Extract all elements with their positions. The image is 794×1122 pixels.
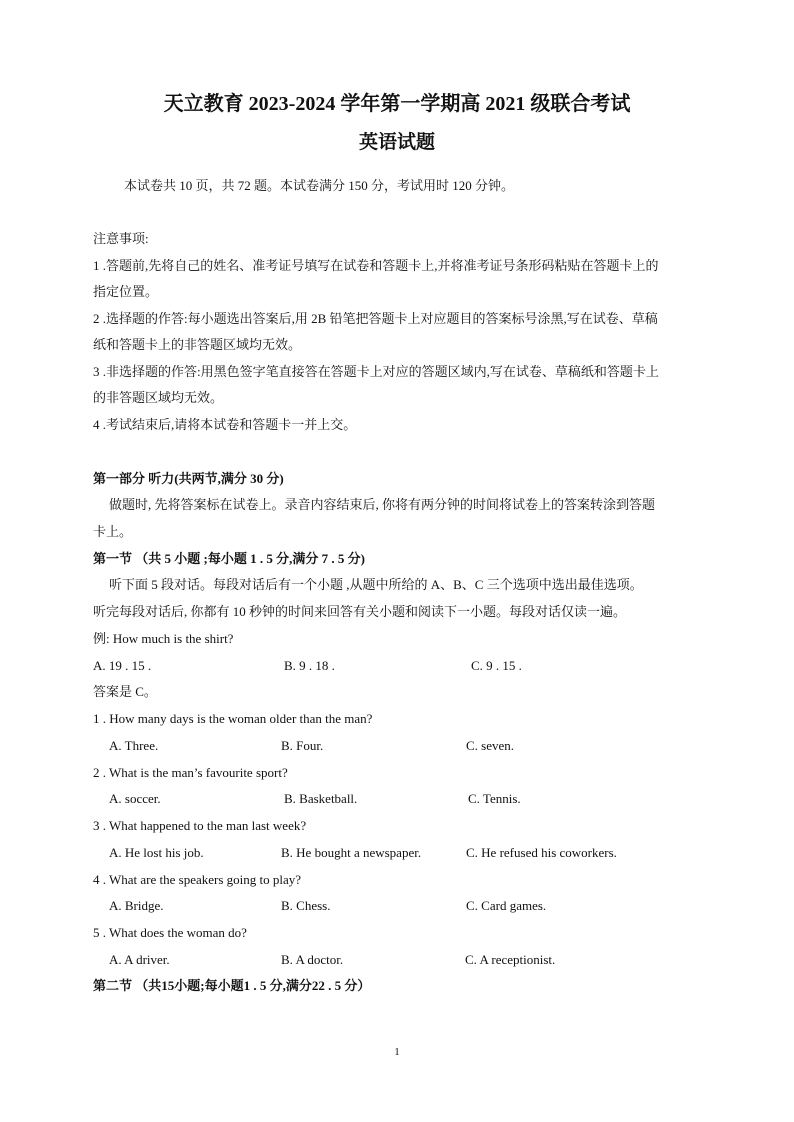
example-option-a: A. 19 . 15 . (93, 658, 152, 673)
question-5-option-b: B. A doctor. (281, 952, 344, 967)
page-number: 1 (394, 1046, 400, 1058)
question-4: 4 . What are the speakers going to play? (93, 872, 302, 887)
section1-intro: 听下面 5 段对话。每段对话后有一个小题 ,从题中所给的 A、B、C 三个选项中选出最佳选项。 (109, 577, 643, 592)
question-5: 5 . What does the woman do? (93, 925, 247, 940)
notice-item-3: 3 .非选择题的作答:用黑色签字笔直接答在答题卡上对应的答题区域内,写在试卷、草稿纸和答题卡上 (93, 364, 659, 379)
question-2: 2 . What is the man’s favourite sport? (93, 765, 288, 780)
question-5-option-a: A. A driver. (109, 952, 170, 967)
example-option-c: C. 9 . 15 . (471, 658, 522, 673)
notice-heading: 注意事项: (93, 231, 149, 246)
notice-item-4: 4 .考试结束后,请将本试卷和答题卡一并上交。 (93, 417, 357, 432)
question-1-option-a: A. Three. (109, 738, 159, 753)
page-subtitle: 英语试题 (358, 132, 435, 153)
question-1-option-b: B. Four. (281, 738, 324, 753)
notice-item-1-cont: 指定位置。 (93, 284, 159, 299)
exam-info: 本试卷共 10 页，共 72 题。本试卷满分 150 分，考试用时 120 分钟。 (124, 178, 515, 193)
question-2-option-b: B. Basketball. (284, 791, 358, 806)
section2-heading: 第二节 （共15小题;每小题1 . 5 分,满分22 . 5 分） (93, 978, 371, 993)
notice-item-1: 1 .答题前,先将自己的姓名、准考证号填写在试卷和答题卡上,并将准考证号条形码粘贴在答题卡上的 (93, 258, 659, 273)
question-3-option-b: B. He bought a newspaper. (281, 845, 422, 860)
part1-intro-cont: 卡上。 (93, 524, 133, 539)
notice-item-2-cont: 纸和答题卡上的非答题区域均无效。 (93, 337, 302, 352)
question-3-option-a: A. He lost his job. (109, 845, 204, 860)
notice-item-2: 2 .选择题的作答:每小题选出答案后,用 2B 铅笔把答题卡上对应题目的答案标号涂黑,写在试卷、草稿 (93, 311, 658, 326)
question-1-option-c: C. seven. (466, 738, 515, 753)
notice-item-3-cont: 的非答题区域均无效。 (93, 390, 224, 405)
question-3: 3 . What happened to the man last week? (93, 818, 307, 833)
question-4-option-b: B. Chess. (281, 898, 331, 913)
question-4-option-c: C. Card games. (466, 898, 547, 913)
section1-intro-cont: 听完每段对话后, 你都有 10 秒钟的时间来回答有关小题和阅读下一小题。每段对话仅读一遍。 (93, 604, 627, 619)
section1-heading: 第一节 （共 5 小题 ;每小题 1 . 5 分,满分 7 . 5 分) (93, 551, 365, 566)
question-5-option-c: C. A receptionist. (465, 952, 556, 967)
question-2-option-c: C. Tennis. (468, 791, 521, 806)
example-answer: 答案是 C。 (93, 684, 157, 699)
question-4-option-a: A. Bridge. (109, 898, 164, 913)
question-2-option-a: A. soccer. (109, 791, 161, 806)
part1-heading: 第一部分 听力(共两节,满分 30 分) (93, 471, 284, 486)
part1-intro: 做题时, 先将答案标在试卷上。录音内容结束后, 你将有两分钟的时间将试卷上的答案转涂到答题 (109, 497, 656, 512)
question-1: 1 . How many days is the woman older than the man? (93, 711, 373, 726)
question-3-option-c: C. He refused his coworkers. (466, 845, 617, 860)
example-option-b: B. 9 . 18 . (284, 658, 335, 673)
example-question: 例: How much is the shirt? (93, 631, 234, 646)
page-title: 天立教育 2023-2024 学年第一学期高 2021 级联合考试 (163, 93, 631, 115)
